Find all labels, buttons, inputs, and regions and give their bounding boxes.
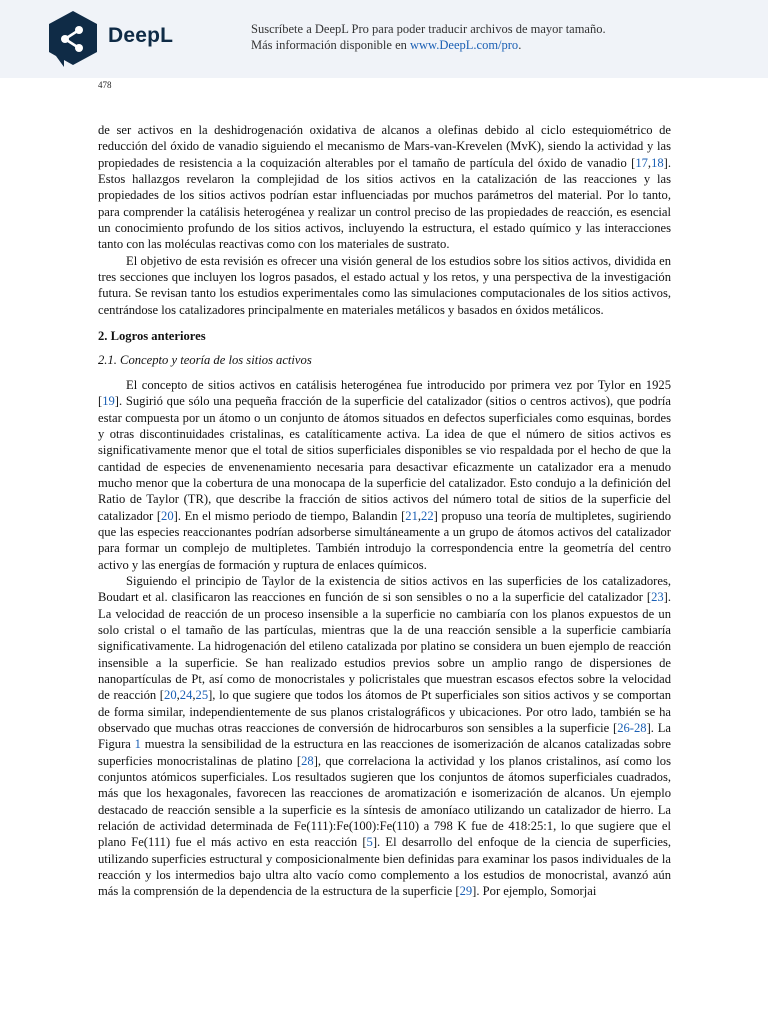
paragraph-text: ]. En el mismo periodo de tiempo, Balandin [ <box>173 508 406 523</box>
citation-link[interactable]: 22 <box>421 508 434 523</box>
paragraph-1 <box>98 122 671 253</box>
citation-link[interactable]: 29 <box>459 884 473 899</box>
paragraph-text: ], lo que sugiere que todos los átomos de Pt superficiales son sitios activos y se comportan de forma similar, independientemente de sus planos cristalográficos y ubicaciones. Por otro lado, también se ha observado que muchas otras reacciones de conversión de hidrocarburos son sensibles a la superficie [ <box>98 688 671 736</box>
paragraph-text: El concepto de sitios activos en catálisis heterogénea fue introducido por primera vez por Tylor en 1925 [ <box>98 377 671 409</box>
paragraph-text: , <box>192 688 196 703</box>
paragraph-text: ]. El desarrollo del enfoque de la ciencia de superficies, utilizando superficies estructural y composicionalmente bien definidas para examinar los pasos individuales de la reacción y los intermedios bajo ultra alto vacío como complemento a los estudios de monocristal, avanzó aún más la comprensión de la dependencia de la estructura de la superficie [ <box>98 835 671 899</box>
paragraph-text: , <box>417 508 422 523</box>
citation-link[interactable]: 24 <box>179 688 193 703</box>
citation-link[interactable]: 25 <box>195 688 209 703</box>
citation-link[interactable]: 21 <box>405 508 418 523</box>
paragraph-text: ], que correlaciona la actividad y los planos cristalinos, así como los conjuntos atómicos superficiales. Los resultados sugieren que los conjuntos de átomos superficiales cuadrados, más que los hexagonales, favorecen las reacciones de aromatización e isomerización de alcanos. Un ejemplo destacado de reacción sensible a la superficie es la síntesis de amoníaco utilizando un catalizador de hierro. La relación de actividad determinada de Fe(111):Fe(100):Fe(110) a 798 K fue de 418:25:1, lo que sugiere que el plano Fe(111) fue el más activo en esta reacción [ <box>98 753 671 850</box>
citation-link[interactable]: 1 <box>134 737 141 752</box>
paragraph-text: Siguiendo el principio de Taylor de la existencia de sitios activos en las superficies de los catalizadores, Boudart et al. clasificaron las reacciones en función de si son sensibles o no a la superficie del catalizador [ <box>98 573 671 605</box>
paragraph-4 <box>98 573 671 900</box>
paragraph-text: ]. Estos hallazgos revelaron la complejidad de los sitios activos en la catalización de las reacciones y las propiedades de los sitios activos podrían estar influenciadas por muchos parámetros del material. Por lo tanto, para comprender la catálisis heterogénea y realizar un control preciso de las propiedades de reacción, es esencial un conocimiento profundo de los sitios activos, incluyendo la estructura, el estado químico y las interacciones tanto con las moléculas reactivas como con los materiales de sustrato. <box>98 155 671 252</box>
paragraph-text: , <box>647 155 652 170</box>
paragraph-text: ] propuso una teoría de multipletes, sugiriendo que las especies reaccionantes podrían adsorberse simultáneamente a un grupo de átomos activos del catalizador para formar un complejo de multipletes. También introdujo la correspondencia entre la geometría del centro activo y las energías de formación y ruptura de enlaces químicos. <box>98 508 671 572</box>
citation-link[interactable]: 17 <box>635 155 648 170</box>
paragraph-text: muestra la sensibilidad de la estructura en las reacciones de isomerización de alcanos catalizadas sobre superficies monocristalinas de platino [ <box>98 737 671 768</box>
paragraph-text: , <box>176 688 180 703</box>
citation-link[interactable]: 26-28 <box>617 721 647 736</box>
paragraph-text: ]. La Figura <box>98 721 671 752</box>
page-number: 478 <box>98 80 112 90</box>
deepl-pro-link[interactable]: www.DeepL.com/pro <box>410 37 519 52</box>
citation-link[interactable]: 19 <box>102 394 115 409</box>
paragraph-text: ]. Sugirió que sólo una pequeña fracción de la superficie del catalizador (sitios o centros activos), que podría estar compuesta por un átomo o un conjunto de átomos situados en defectos superficiales como esquinas, bordes y otras discontinuidades cristalinas, es catalíticamente activa. La idea de que el número de sitios activos es significativamente menor que el total de sitios superficiales disponibles se vio respaldada por el hecho de que la cantidad de especies de envenenamiento necesaria para desactivar eficazmente un catalizador era a menudo mucho menor que la cobertura de una monocapa de la superficie del catalizador. Esto condujo a la definición del Ratio de Taylor (TR), que describe la fracción de sitios activos del número total de sitios de la superficie del catalizador [ <box>98 394 671 523</box>
citation-link[interactable]: 20 <box>164 688 177 703</box>
promo-line-2 <box>251 38 606 54</box>
paragraph-2: El objetivo de esta revisión es ofrecer una visión general de los estudios sobre los sitios activos, dividida en tres secciones que incluyen los logros pasados, el estado actual y los retos, y una perspectiva de la investigación futura. Se revisan tanto los estudios experimentales como las simulaciones computacionales de los sitios activos, centrándose los catalizadores principalmente en materiales metálicos y basados en óxidos metálicos. <box>98 253 671 317</box>
document-body <box>98 122 671 900</box>
paragraph-3 <box>98 377 671 573</box>
deepl-logo-icon[interactable] <box>46 10 100 68</box>
citation-link[interactable]: 28 <box>301 753 314 768</box>
promo-text <box>251 22 606 53</box>
deepl-banner <box>0 0 768 78</box>
promo-suffix: . <box>518 37 522 52</box>
section-heading: 2. Logros anteriores <box>98 329 206 344</box>
promo-prefix: Más información disponible en <box>251 37 410 52</box>
paragraph-text: ]. Por ejemplo, Somorjai <box>472 884 597 899</box>
paragraph-text: de ser activos en la deshidrogenación oxidativa de alcanos a olefinas debido al ciclo estequiométrico de reducción del óxido de vanadio siguiendo el mecanismo de Mars-van-Krevelen (MvK), siendo la actividad y las propiedades de resistencia a la coquización alterables por el tamaño de partícula del óxido de vanadio [ <box>98 123 671 170</box>
citation-link[interactable]: 18 <box>651 155 664 170</box>
citation-link[interactable]: 23 <box>651 590 664 605</box>
citation-link[interactable]: 5 <box>366 835 373 850</box>
paragraph-text: ]. La velocidad de reacción de un proceso insensible a la superficie no cambiaría con los planos expuestos de un solo cristal o el tamaño de las partículas, mientras que la de una reacción sensible a la superficie cambiaría significativamente. La hidrogenación del etileno catalizada por platino se considera un buen ejemplo de reacción insensible a la superficie. Se han realizado estudios previos sobre un amplio rango de dispersiones de nanopartículas de Pt, así como de monocristales y policristales que muestran escasos efectos sobre la velocidad de reacción [ <box>98 590 671 703</box>
citation-link[interactable]: 20 <box>161 508 174 523</box>
subsection-heading: 2.1. Concepto y teoría de los sitios activos <box>98 353 312 368</box>
deepl-logo-text[interactable]: DeepL <box>108 24 174 47</box>
promo-line-1: Suscríbete a DeepL Pro para poder traducir archivos de mayor tamaño. <box>251 22 606 36</box>
